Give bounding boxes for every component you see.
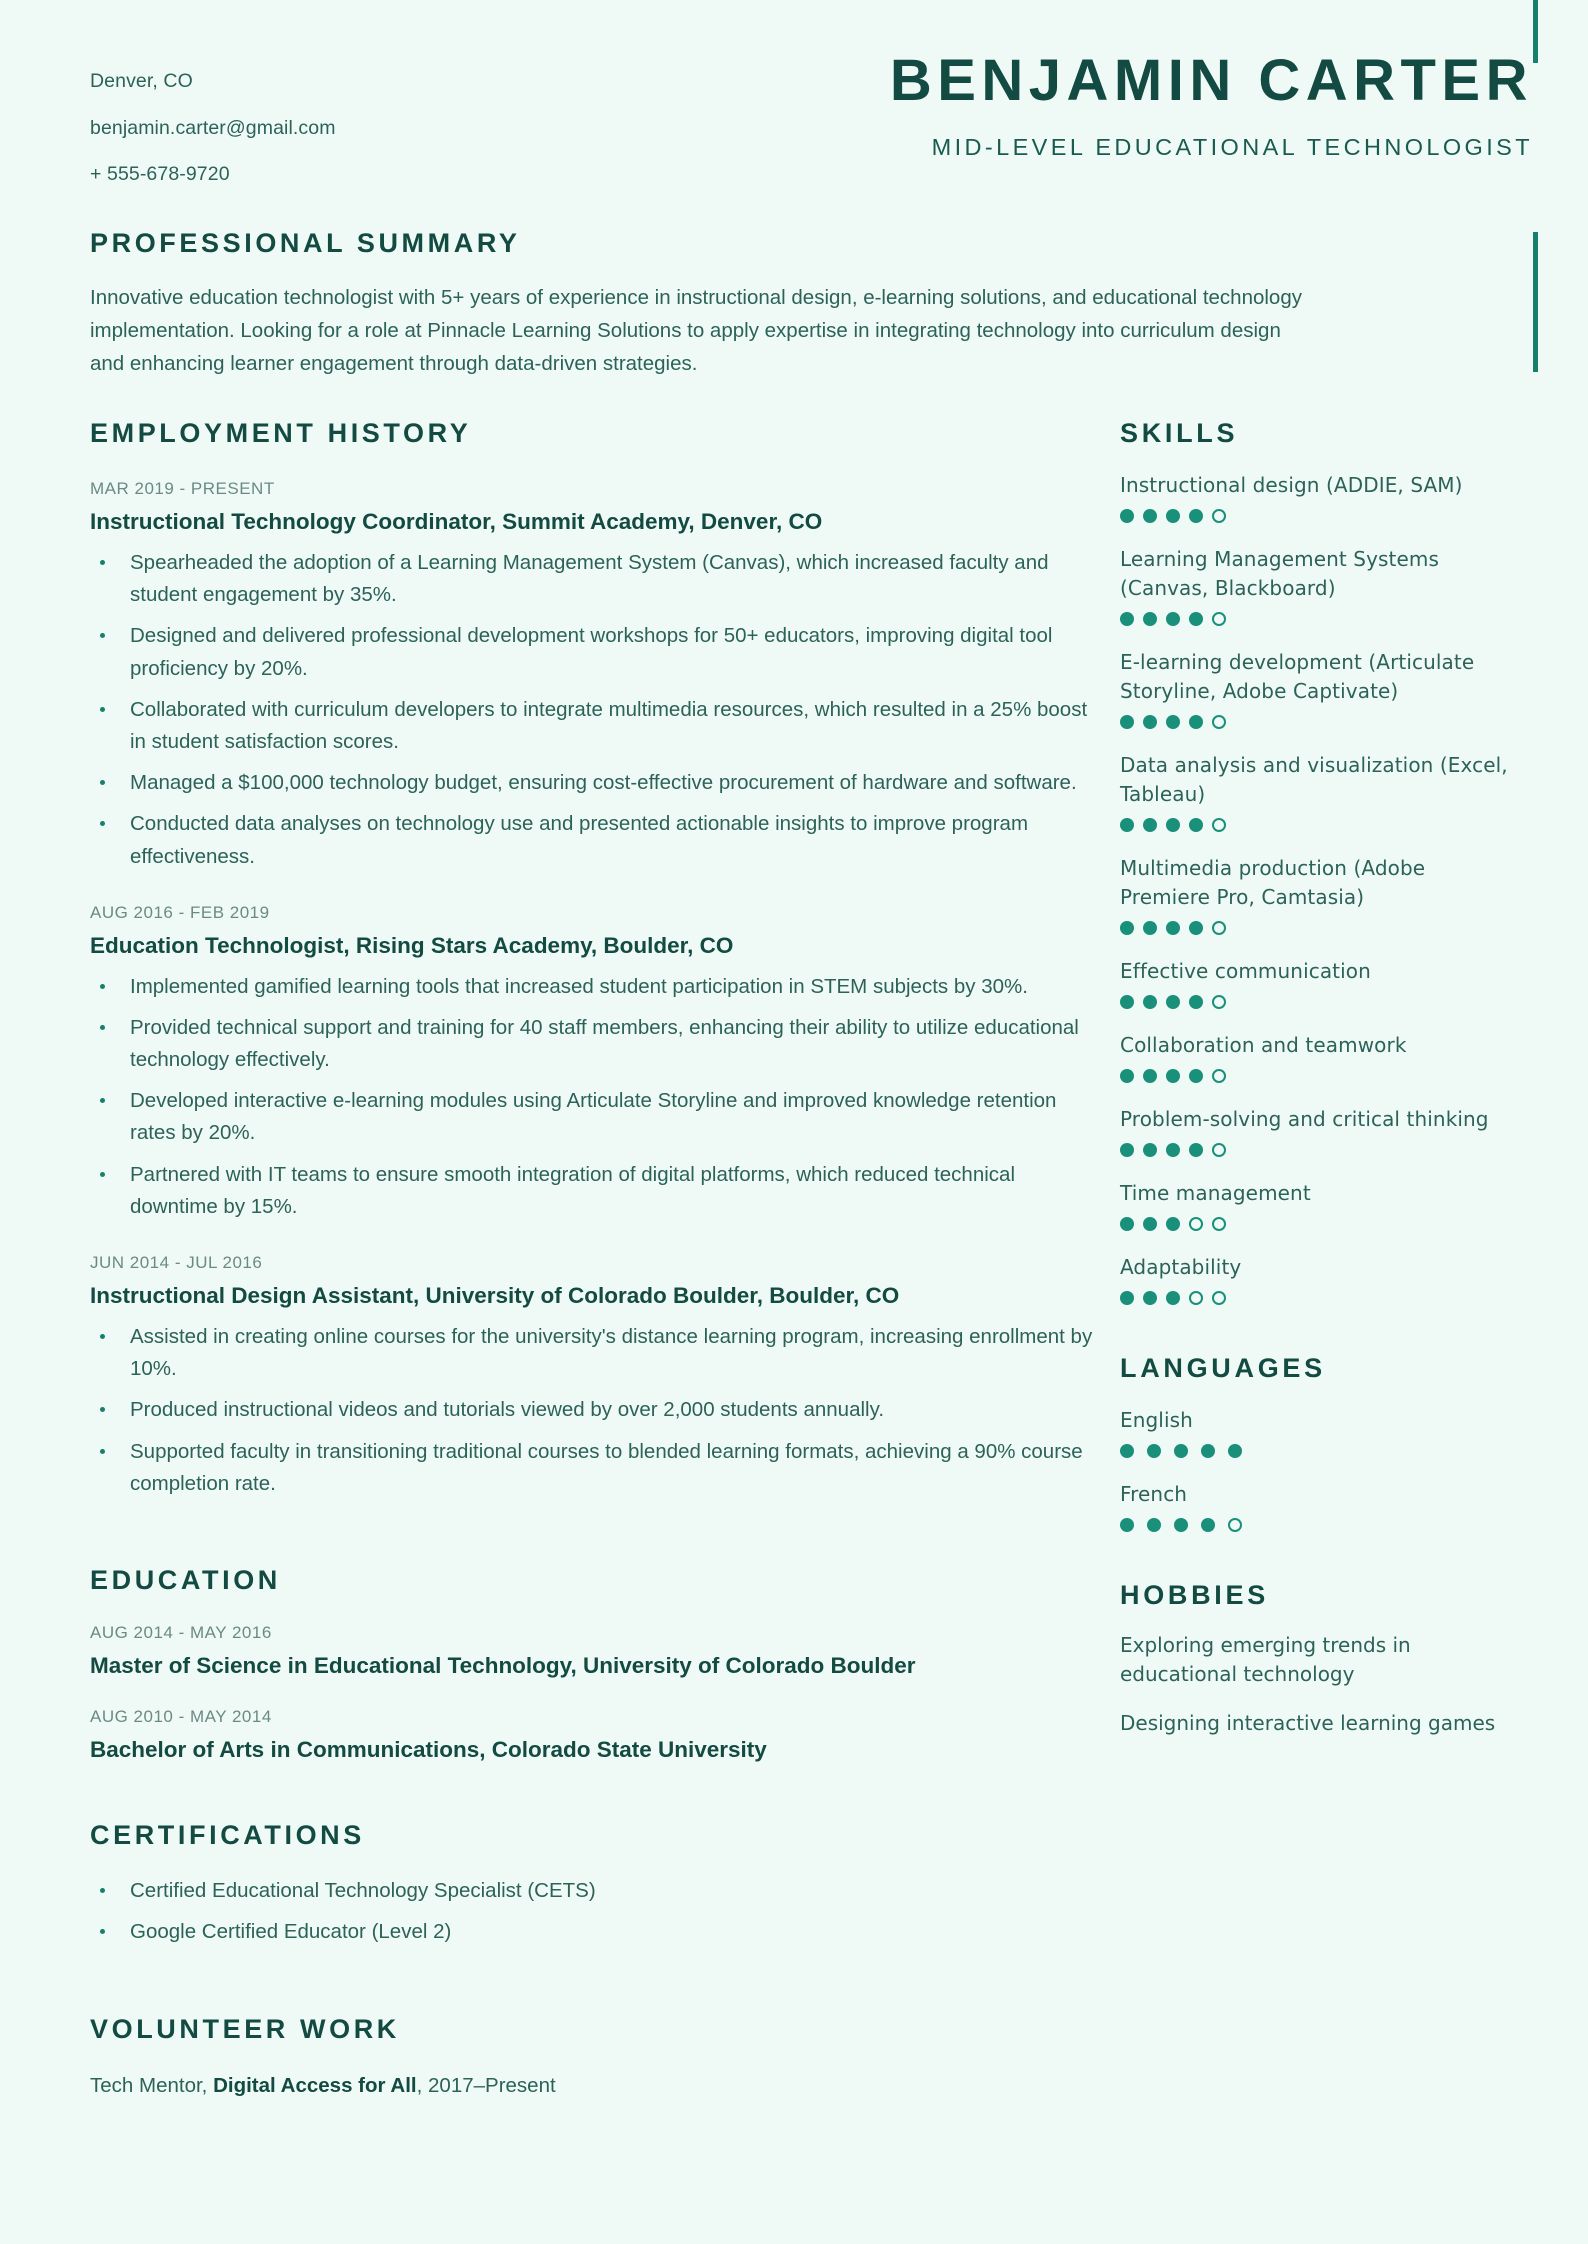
- spacer: [1120, 1532, 1520, 1580]
- skill-item: [1120, 957, 1520, 1009]
- skill-label: Time management: [1120, 1181, 1311, 1205]
- employment-history-heading: EMPLOYMENT HISTORY: [90, 418, 472, 448]
- skill-label: Problem-solving and critical thinking: [1120, 1107, 1489, 1131]
- languages-heading: LANGUAGES: [1120, 1353, 1326, 1383]
- rating-dot-empty: [1189, 1291, 1203, 1305]
- employment-entry-title: Education Technologist, Rising Stars Academy, Boulder, CO: [90, 932, 734, 958]
- employment-entry-bullets: [90, 971, 1100, 1223]
- rating-dot-filled: [1166, 921, 1180, 935]
- rating-dot-empty: [1212, 612, 1226, 626]
- rating-dot-filled: [1166, 818, 1180, 832]
- rating-dot-filled: [1189, 612, 1203, 626]
- rating-dot-filled: [1166, 1217, 1180, 1231]
- employment-entry: [90, 903, 1100, 1223]
- rating-dot-filled: [1143, 1143, 1157, 1157]
- language-rating: [1120, 1518, 1520, 1532]
- certifications-heading: CERTIFICATIONS: [90, 1820, 365, 1851]
- skill-rating: [1120, 1217, 1520, 1231]
- skill-item: [1120, 545, 1520, 626]
- rating-dot-filled: [1189, 715, 1203, 729]
- skill-rating: [1120, 612, 1520, 626]
- contact-block: [90, 72, 336, 212]
- rating-dot-filled: [1120, 1291, 1134, 1305]
- skill-rating: [1120, 818, 1520, 832]
- bullet-item: Assisted in creating online courses for the university's distance learning program, increasing enrollment by 10%.: [90, 1321, 1100, 1385]
- employment-entry-bullets: [90, 1321, 1100, 1500]
- rating-dot-filled: [1143, 509, 1157, 523]
- bullet-item: Supported faculty in transitioning traditional courses to blended learning formats, achieving a 90% course completion rate.: [90, 1436, 1100, 1500]
- skill-label: Learning Management Systems (Canvas, Blackboard): [1120, 547, 1439, 600]
- volunteer-period: , 2017–Present: [416, 2073, 556, 2097]
- resume-header: [0, 0, 1588, 215]
- language-item: [1120, 1406, 1520, 1458]
- rating-dot-filled: [1120, 612, 1134, 626]
- bullet-item: Managed a $100,000 technology budget, ensuring cost-effective procurement of hardware and software.: [90, 767, 1100, 799]
- spacer: [90, 1509, 1100, 1565]
- main-column: [90, 418, 1100, 2101]
- rating-dot-filled: [1143, 612, 1157, 626]
- rating-dot-empty: [1212, 995, 1226, 1009]
- skill-label: Effective communication: [1120, 959, 1371, 983]
- skill-label: Data analysis and visualization (Excel, Tableau): [1120, 753, 1508, 806]
- skills-section: [1120, 418, 1520, 1305]
- education-entry-title: Master of Science in Educational Technology, University of Colorado Boulder: [90, 1652, 916, 1678]
- rating-dot-empty: [1212, 1217, 1226, 1231]
- skill-rating: [1120, 921, 1520, 935]
- rating-dot-empty: [1228, 1518, 1242, 1532]
- rating-dot-empty: [1212, 921, 1226, 935]
- skill-item: [1120, 1031, 1520, 1083]
- hobbies-heading: HOBBIES: [1120, 1580, 1269, 1610]
- bullet-item: Developed interactive e-learning modules using Articulate Storyline and improved knowledge retention rates by 20%.: [90, 1085, 1100, 1149]
- sidebar-column: [1120, 418, 1520, 1738]
- candidate-job-title: MID-LEVEL EDUCATIONAL TECHNOLOGIST: [931, 134, 1533, 160]
- bullet-item: Collaborated with curriculum developers to integrate multimedia resources, which resulted in a 25% boost in student satisfaction scores.: [90, 694, 1100, 758]
- employment-entry: [90, 1253, 1100, 1500]
- spacer: [90, 1764, 1100, 1820]
- rating-dot-filled: [1201, 1444, 1215, 1458]
- contact-email[interactable]: benjamin.carter@gmail.com: [90, 116, 336, 139]
- bullet-item: Spearheaded the adoption of a Learning Management System (Canvas), which increased faculty and student engagement by 35%.: [90, 547, 1100, 611]
- bullet-item: Provided technical support and training for 40 staff members, enhancing their ability to utilize educational technology effectively.: [90, 1012, 1100, 1076]
- name-block: [533, 48, 1533, 161]
- education-heading: EDUCATION: [90, 1564, 281, 1595]
- rating-dot-filled: [1120, 818, 1134, 832]
- rating-dot-filled: [1166, 1143, 1180, 1157]
- language-label: English: [1120, 1408, 1193, 1432]
- volunteer-entry: [90, 2071, 1100, 2102]
- rating-dot-filled: [1147, 1518, 1161, 1532]
- professional-summary-text: Innovative education technologist with 5+ years of experience in instructional design, e-learning solutions, and educational technology implementation. Looking for a role at Pinnacle Learning Solutions to apply expertise in integrating technology into curriculum design and enhancing learner engagement through data-driven strategies.: [90, 286, 1302, 376]
- rating-dot-filled: [1166, 1291, 1180, 1305]
- skill-rating: [1120, 1291, 1520, 1305]
- rating-dot-filled: [1120, 715, 1134, 729]
- education-section: [90, 1565, 1100, 1764]
- rating-dot-filled: [1143, 1291, 1157, 1305]
- rating-dot-filled: [1166, 715, 1180, 729]
- employment-entry-date: AUG 2016 - FEB 2019: [90, 902, 270, 922]
- rating-dot-filled: [1143, 995, 1157, 1009]
- skill-item: [1120, 1253, 1520, 1305]
- professional-summary-heading: PROFESSIONAL SUMMARY: [90, 228, 521, 258]
- education-entry: [90, 1623, 1100, 1680]
- bullet-item: Implemented gamified learning tools that increased student participation in STEM subjects by 30%.: [90, 971, 1100, 1003]
- languages-section: [1120, 1353, 1520, 1532]
- rating-dot-filled: [1120, 1143, 1134, 1157]
- employment-entry-date: JUN 2014 - JUL 2016: [90, 1253, 263, 1272]
- rating-dot-filled: [1143, 1217, 1157, 1231]
- professional-summary-section: [90, 228, 1300, 381]
- accent-rule-summary: [1533, 232, 1538, 372]
- rating-dot-filled: [1120, 1518, 1134, 1532]
- rating-dot-filled: [1174, 1518, 1188, 1532]
- education-entry-title: Bachelor of Arts in Communications, Colorado State University: [90, 1737, 767, 1763]
- skills-heading: SKILLS: [1120, 418, 1239, 448]
- employment-entry-bullets: [90, 547, 1100, 873]
- volunteer-organization: Digital Access for All: [213, 2073, 417, 2097]
- rating-dot-filled: [1201, 1518, 1215, 1532]
- rating-dot-filled: [1189, 818, 1203, 832]
- skill-label: Collaboration and teamwork: [1120, 1033, 1407, 1057]
- rating-dot-empty: [1212, 1069, 1226, 1083]
- rating-dot-filled: [1143, 818, 1157, 832]
- employment-entry-title: Instructional Technology Coordinator, Summit Academy, Denver, CO: [90, 509, 823, 534]
- language-label: French: [1120, 1482, 1188, 1506]
- certification-item: Google Certified Educator (Level 2): [90, 1916, 1100, 1948]
- volunteer-work-section: [90, 2014, 1100, 2102]
- rating-dot-filled: [1166, 995, 1180, 1009]
- skill-rating: [1120, 1069, 1520, 1083]
- rating-dot-filled: [1120, 1217, 1134, 1231]
- certifications-section: [90, 1820, 1100, 1948]
- certifications-list: [90, 1875, 1100, 1948]
- skill-item: [1120, 751, 1520, 832]
- bullet-item: Conducted data analyses on technology use and presented actionable insights to improve program effectiveness.: [90, 808, 1100, 872]
- rating-dot-filled: [1143, 1069, 1157, 1083]
- skill-rating: [1120, 995, 1520, 1009]
- rating-dot-filled: [1166, 509, 1180, 523]
- bullet-item: Produced instructional videos and tutorials viewed by over 2,000 students annually.: [90, 1394, 1100, 1426]
- skill-label: Instructional design (ADDIE, SAM): [1120, 473, 1463, 497]
- skill-item: [1120, 1105, 1520, 1157]
- rating-dot-empty: [1212, 818, 1226, 832]
- certification-item: Certified Educational Technology Specialist (CETS): [90, 1875, 1100, 1907]
- employment-entry-title: Instructional Design Assistant, University of Colorado Boulder, Boulder, CO: [90, 1283, 900, 1308]
- skill-item: [1120, 471, 1520, 523]
- skill-label: Multimedia production (Adobe Premiere Pro, Camtasia): [1120, 856, 1426, 909]
- skill-rating: [1120, 1143, 1520, 1157]
- employment-entry-date: MAR 2019 - PRESENT: [90, 479, 275, 498]
- contact-phone[interactable]: + 555-678-9720: [90, 163, 230, 185]
- rating-dot-empty: [1212, 1291, 1226, 1305]
- employment-entry: [90, 479, 1100, 873]
- rating-dot-empty: [1212, 715, 1226, 729]
- rating-dot-filled: [1120, 1444, 1134, 1458]
- hobby-item: Designing interactive learning games: [1120, 1711, 1496, 1735]
- skill-label: Adaptability: [1120, 1255, 1242, 1279]
- spacer: [1120, 1305, 1520, 1353]
- rating-dot-filled: [1120, 509, 1134, 523]
- employment-history-section: [90, 418, 1100, 1500]
- volunteer-role: Tech Mentor,: [90, 2073, 208, 2097]
- rating-dot-filled: [1189, 1069, 1203, 1083]
- education-entry: [90, 1707, 1100, 1764]
- rating-dot-filled: [1189, 995, 1203, 1009]
- rating-dot-filled: [1143, 715, 1157, 729]
- rating-dot-filled: [1143, 921, 1157, 935]
- rating-dot-empty: [1212, 1143, 1226, 1157]
- language-rating: [1120, 1444, 1520, 1458]
- rating-dot-filled: [1147, 1444, 1161, 1458]
- rating-dot-filled: [1120, 921, 1134, 935]
- rating-dot-filled: [1120, 1069, 1134, 1083]
- hobby-item: Exploring emerging trends in educational technology: [1120, 1633, 1411, 1686]
- rating-dot-empty: [1212, 509, 1226, 523]
- skill-item: [1120, 1179, 1520, 1231]
- candidate-name: BENJAMIN CARTER: [889, 48, 1533, 113]
- rating-dot-empty: [1189, 1217, 1203, 1231]
- rating-dot-filled: [1228, 1444, 1242, 1458]
- skill-item: [1120, 648, 1520, 729]
- contact-location: Denver, CO: [90, 70, 193, 92]
- spacer: [90, 1958, 1100, 2014]
- rating-dot-filled: [1166, 612, 1180, 626]
- hobbies-section: [1120, 1580, 1520, 1738]
- education-entry-date: AUG 2010 - MAY 2014: [90, 1707, 272, 1727]
- skill-label: E-learning development (Articulate Storyline, Adobe Captivate): [1120, 650, 1475, 703]
- rating-dot-filled: [1166, 1069, 1180, 1083]
- bullet-item: Partnered with IT teams to ensure smooth integration of digital platforms, which reduced technical downtime by 15%.: [90, 1159, 1100, 1223]
- rating-dot-filled: [1189, 921, 1203, 935]
- skill-item: [1120, 854, 1520, 935]
- skill-rating: [1120, 715, 1520, 729]
- rating-dot-filled: [1189, 1143, 1203, 1157]
- skill-rating: [1120, 509, 1520, 523]
- education-entry-date: AUG 2014 - MAY 2016: [90, 1622, 272, 1642]
- rating-dot-filled: [1120, 995, 1134, 1009]
- rating-dot-filled: [1174, 1444, 1188, 1458]
- bullet-item: Designed and delivered professional development workshops for 50+ educators, improving digital tool proficiency by 20%.: [90, 620, 1100, 684]
- language-item: [1120, 1480, 1520, 1532]
- rating-dot-filled: [1189, 509, 1203, 523]
- volunteer-work-heading: VOLUNTEER WORK: [90, 2013, 400, 2044]
